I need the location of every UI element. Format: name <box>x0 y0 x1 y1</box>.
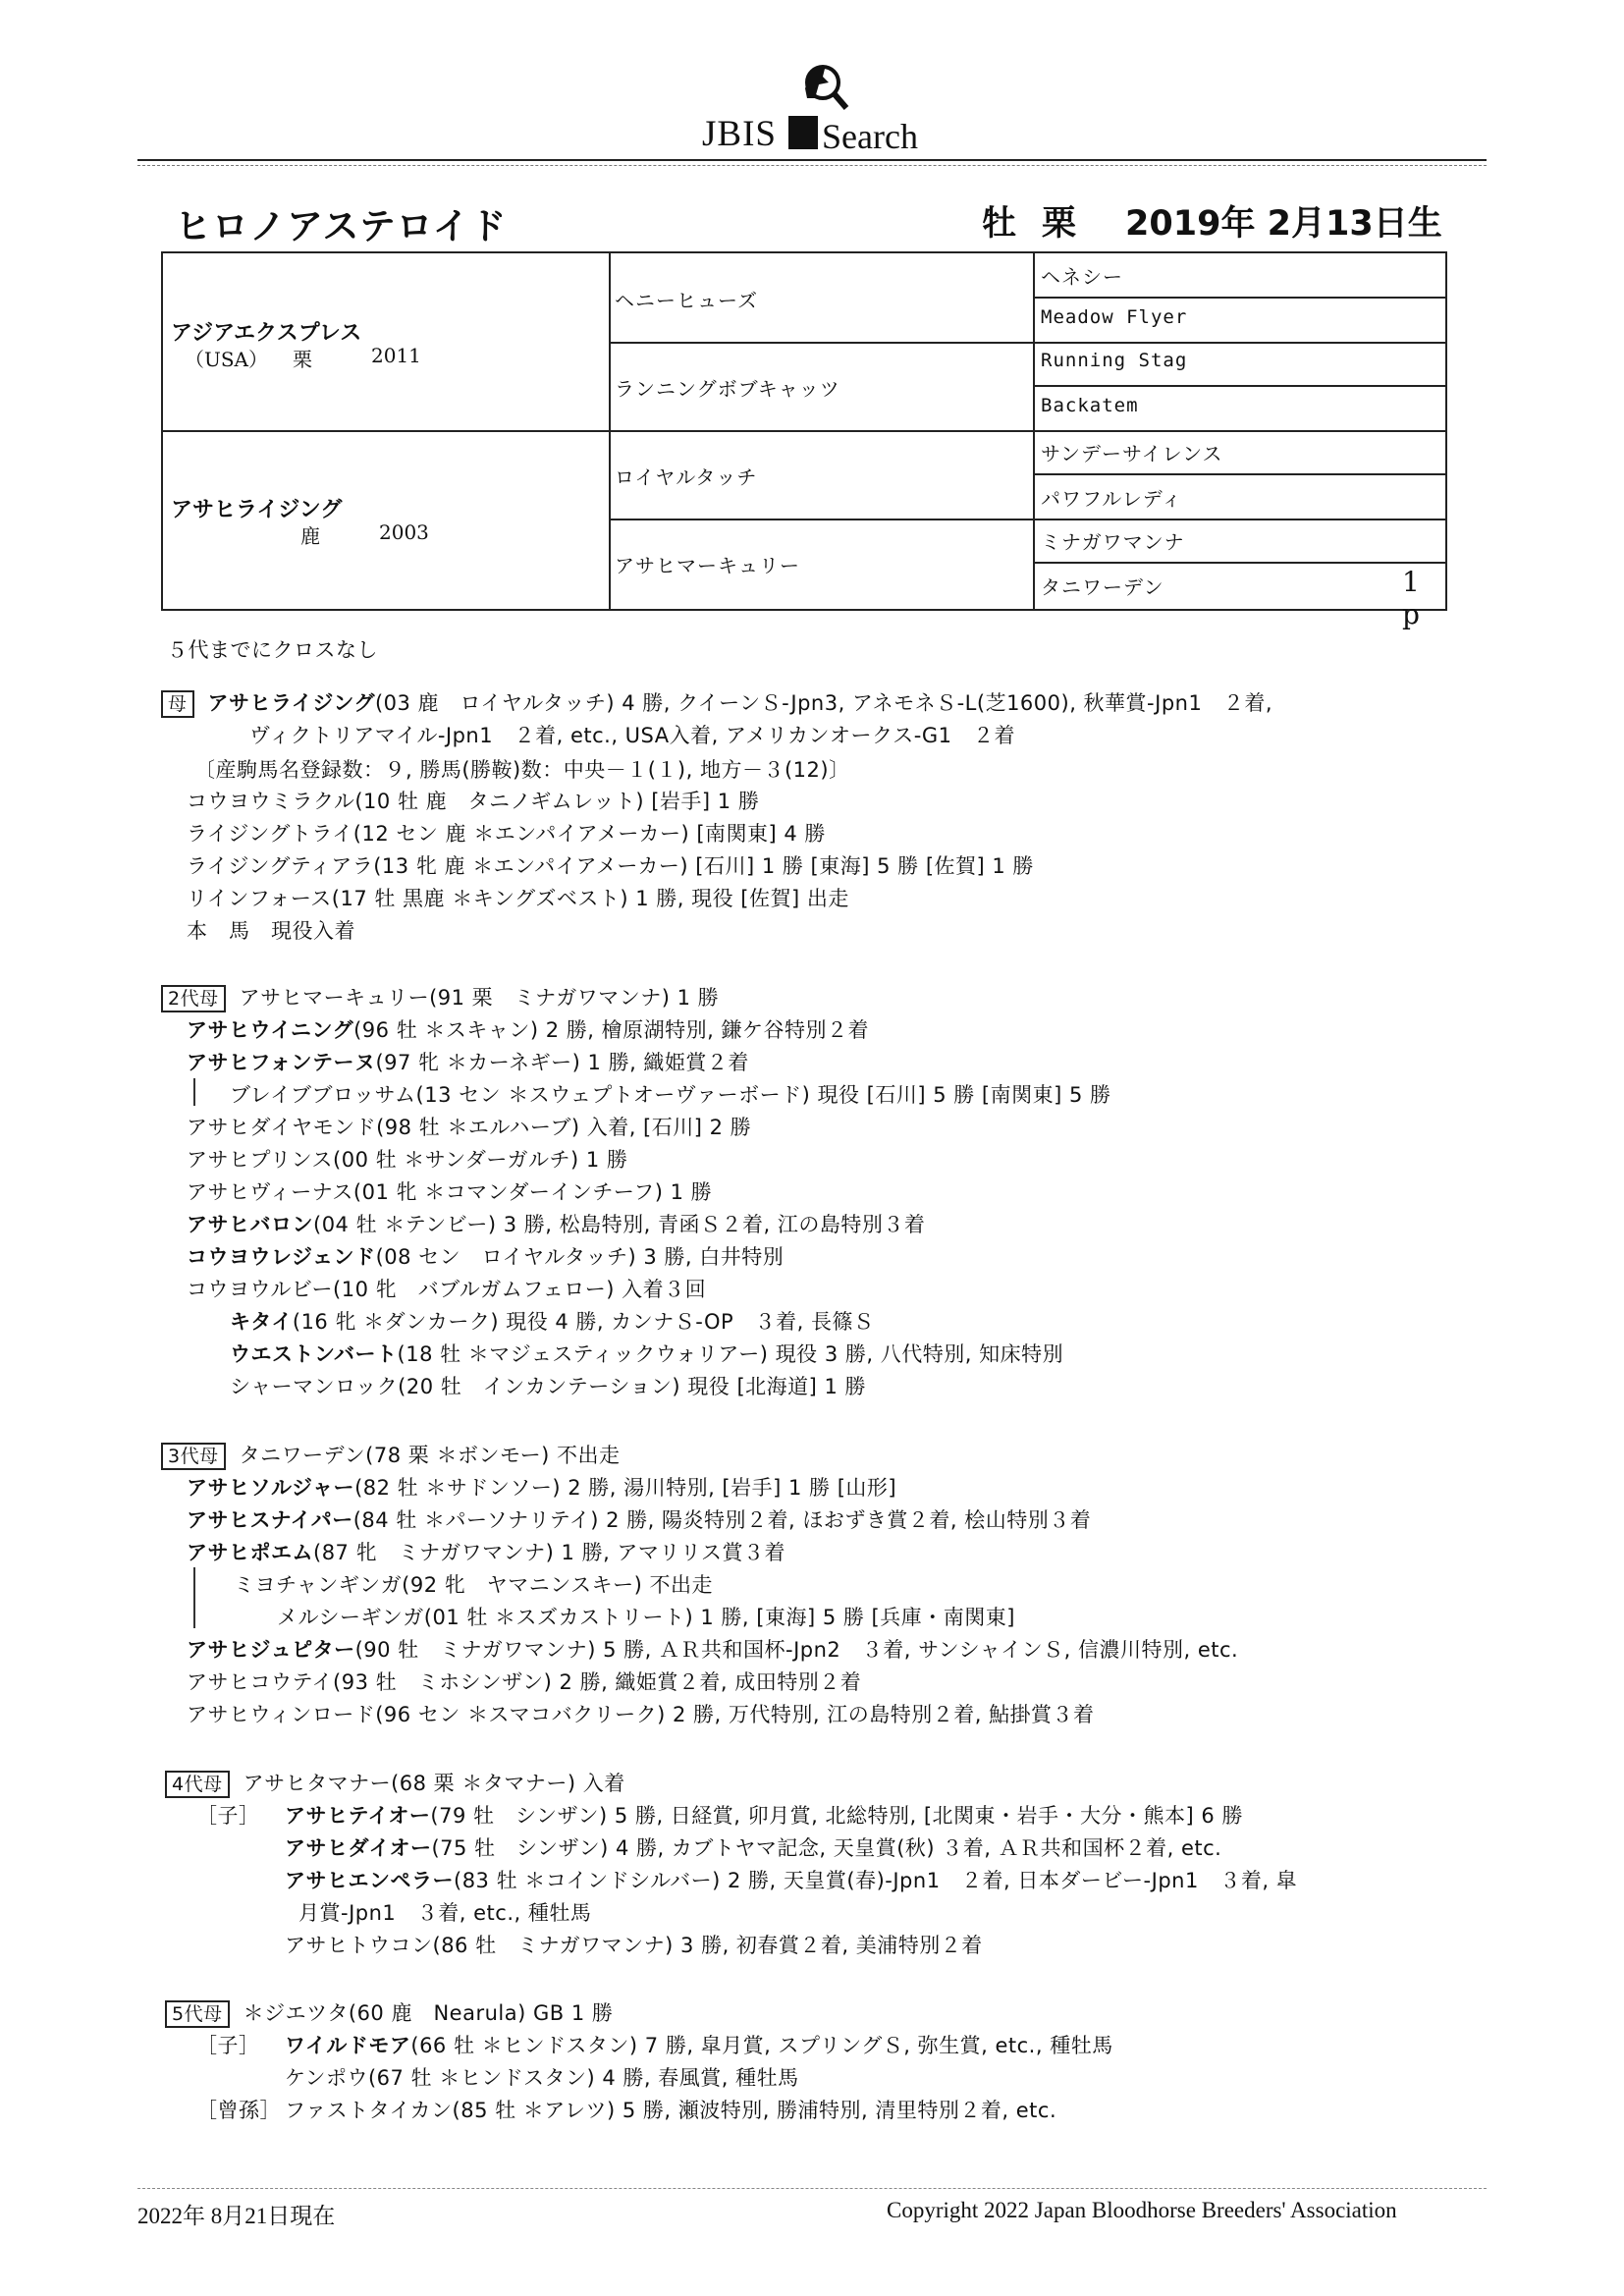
dam4-line: アサヒテイオー(79 牡 シンザン) 5 勝, 日経賞, 卯月賞, 北総特別, [北関東・岩手・大分・熊本] 6 勝 <box>285 1804 1243 1828</box>
dam2-line: ブレイブブロッサム(13 セン ＊スウェプトオーヴァーボード) 現役 [石川] 5 勝 [南関東] 5 勝 <box>230 1083 1111 1107</box>
g3-7: ミナガワマンナ <box>1041 530 1185 554</box>
dam2-line: アサヒダイヤモンド(98 牡 ＊エルハーブ) 入着, [石川] 2 勝 <box>187 1116 752 1139</box>
dam3-line: アサヒウィンロード(96 セン ＊スマコバクリーク) 2 勝, 万代特別, 江の島特別２着, 鮎掛賞３着 <box>187 1703 1095 1726</box>
dam-line-2: ヴィクトリアマイル-Jpn1 ２着, etc., USA入着, アメリカンオークス-G1 ２着 <box>249 724 1016 747</box>
dam2-head <box>161 982 719 1012</box>
logo-text-search: Search <box>822 117 918 156</box>
section-tag-dam4: 4代母 <box>165 1771 230 1798</box>
dam5-head <box>165 1997 613 2028</box>
g3-6: パワフルレディ <box>1041 487 1183 511</box>
dam2-line: アサヒウイニング(96 牡 ＊スキャン) 2 勝, 檜原湖特別, 鎌ケ谷特別２着 <box>187 1018 869 1042</box>
g3-4: Backatem <box>1041 395 1139 416</box>
dam3-line: アサヒスナイパー(84 牡 ＊パーソナリテイ) 2 勝, 陽炎特別２着, ほおずき賞２着, 桧山特別３着 <box>187 1508 1092 1532</box>
horse-color: 栗 <box>1042 204 1077 244</box>
section-tag-dam5: 5代母 <box>165 2000 230 2028</box>
dam3-line: アサヒコウテイ(93 牡 ミホシンザン) 2 勝, 織姫賞２着, 成田特別２着 <box>187 1670 862 1694</box>
dam2-line: コウヨウレジェンド(08 セン ロイヤルタッチ) 3 勝, 白井特別 <box>187 1245 785 1269</box>
dam4-head <box>165 1768 625 1798</box>
logo-block <box>788 116 818 149</box>
horse-name: ヒロノアステロイド <box>175 205 508 247</box>
footer-date: 2022年 8月21日現在 <box>137 2204 336 2228</box>
dam4-line: アサヒエンペラー(83 牡 ＊コインドシルバー) 2 勝, 天皇賞(春)-Jpn1 ２着, 日本ダービー-Jpn1 ３着, 皐 <box>285 1869 1298 1892</box>
dam2-line: シャーマンロック(20 牡 インカンテーション) 現役 [北海道] 1 勝 <box>230 1375 867 1398</box>
dam5-line: ワイルドモア(66 牡 ＊ヒンドスタン) 7 勝, 皐月賞, スプリングＳ, 弥生賞, etc., 種牡馬 <box>285 2034 1113 2057</box>
dam-record: (03 鹿 ロイヤルタッチ) 4 勝, クイーンＳ-Jpn3, アネモネＳ-L(芝1600), 秋華賞-Jpn1 ２着, <box>374 691 1273 715</box>
dam4-line: アサヒトウコン(86 牡 ミナガワマンナ) 3 勝, 初春賞２着, 美浦特別２着 <box>285 1934 983 1957</box>
dam2-line: アサヒヴィーナス(01 牝 ＊コマンダーインチーフ) 1 勝 <box>187 1180 713 1204</box>
dam2-line: コウヨウルビー(10 牝 バブルガムフェロー) 入着３回 <box>187 1278 707 1301</box>
dam-progeny-4: リインフォース(17 牡 黒鹿 ＊キングズベスト) 1 勝, 現役 [佐賀] 出走 <box>187 887 849 910</box>
sire-year: 2011 <box>371 344 421 367</box>
pedigree-table <box>161 251 1447 630</box>
dam2-line: アサヒバロン(04 牡 ＊テンビー) 3 勝, 松島特別, 青函Ｓ２着, 江の島特別３着 <box>187 1213 926 1236</box>
dam5-line: ファストタイカン(85 牡 ＊アレツ) 5 勝, 瀬波特別, 勝浦特別, 清里特別２着, etc. <box>285 2099 1057 2122</box>
dam5-line: ケンポウ(67 牡 ＊ヒンドスタン) 4 勝, 春風賞, 種牡馬 <box>285 2066 799 2090</box>
horse-sex: 牡 <box>982 204 1017 244</box>
lineage-bar <box>193 1078 195 1106</box>
dam-year: 2003 <box>379 520 429 544</box>
dam2-line: ウエストンバート(18 牡 ＊マジェスティックウォリアー) 現役 3 勝, 八代特別, 知床特別 <box>230 1342 1064 1366</box>
footer-rule <box>137 2188 1487 2189</box>
dam2-line: アサヒプリンス(00 牡 ＊サンダーガルチ) 1 勝 <box>187 1148 628 1172</box>
dam2-line: キタイ(16 牝 ＊ダンカーク) 現役 4 勝, カンナＳ-OP ３着, 長篠Ｓ <box>230 1310 875 1334</box>
dam3-line: メルシーギンガ(01 牡 ＊スズカストリート) 1 勝, [東海] 5 勝 [兵庫・南関東] <box>277 1606 1015 1629</box>
dam5-child-tag: ［子］ <box>196 2034 260 2057</box>
section-tag-dam3: 3代母 <box>161 1443 226 1470</box>
logo-text-jbis: JBIS <box>702 114 777 154</box>
dam2-line: アサヒフォンテーヌ(97 牝 ＊カーネギー) 1 勝, 織姫賞２着 <box>187 1051 749 1074</box>
dam4-line: アサヒダイオー(75 牡 シンザン) 4 勝, カブトヤマ記念, 天皇賞(秋) ３着, ＡＲ共和国杯２着, etc. <box>285 1836 1222 1860</box>
horse-info <box>982 196 1468 246</box>
dam-progeny-3: ライジングティアラ(13 牝 鹿 ＊エンパイアメーカー) [石川] 1 勝 [東海] 5 勝 [佐賀] 1 勝 <box>187 854 1034 878</box>
g3-2: Meadow Flyer <box>1041 306 1188 328</box>
horse-magnifier-icon <box>785 59 864 122</box>
dam-name-bold: アサヒライジング <box>207 691 375 715</box>
dam-progeny-summary: 〔産駒馬名登録数：９, 勝馬(勝鞍)数：中央－１(１), 地方－３(12)〕 <box>194 758 850 782</box>
lineage-bar <box>193 1567 195 1628</box>
dam4-child-tag: ［子］ <box>196 1804 260 1828</box>
page-number: 1 p <box>1402 566 1421 630</box>
dam-line-1 <box>161 687 1272 718</box>
g2-dam-sire: ロイヤルタッチ <box>615 465 758 489</box>
dam4-name: アサヒタマナー(68 栗 ＊タマナー) 入着 <box>243 1772 625 1795</box>
g3-3: Running Stag <box>1041 350 1188 371</box>
dam-progeny-5: 本 馬 現役入着 <box>187 919 355 943</box>
g3-1: ヘネシー <box>1041 265 1123 289</box>
dam5-name: ＊ジエツタ(60 鹿 Nearula) GB 1 勝 <box>243 2001 614 2025</box>
horse-birth: 2019年 2月13日生 <box>1125 204 1442 244</box>
cross-note: ５代までにクロスなし <box>167 638 378 662</box>
dam-progeny-1: コウヨウミラクル(10 牡 鹿 タニノギムレット) [岩手] 1 勝 <box>187 790 760 813</box>
g3-5: サンデーサイレンス <box>1041 442 1223 465</box>
g2-dam-dam: アサヒマーキュリー <box>615 554 800 577</box>
sire-origin: （USA） <box>185 348 268 371</box>
section-tag-dam2: 2代母 <box>161 985 226 1012</box>
g2-sire-sire: ヘニーヒューズ <box>615 289 758 312</box>
jbis-search-logo <box>702 59 938 157</box>
dam3-line: アサヒジュピター(90 牡 ミナガワマンナ) 5 勝, ＡＲ共和国杯-Jpn2 ３着, サンシャインＳ, 信濃川特別, etc. <box>187 1638 1239 1662</box>
header-dashed-rule <box>137 165 1487 166</box>
dam2-name: アサヒマーキュリー(91 栗 ミナガワマンナ) 1 勝 <box>239 986 720 1010</box>
dam-progeny-2: ライジングトライ(12 セン 鹿 ＊エンパイアメーカー) [南関東] 4 勝 <box>187 822 826 846</box>
dam-name: アサヒライジング <box>171 498 343 522</box>
dam3-line: ミヨチャンギンガ(92 牝 ヤマニンスキー) 不出走 <box>234 1573 713 1597</box>
g2-sire-dam: ランニングボブキャッツ <box>615 377 840 401</box>
g3-8: タニワーデン <box>1041 575 1164 599</box>
dam3-name: タニワーデン(78 栗 ＊ボンモー) 不出走 <box>239 1444 621 1467</box>
dam-color: 鹿 <box>300 524 320 548</box>
dam4-line: 月賞-Jpn1 ３着, etc., 種牡馬 <box>298 1901 592 1925</box>
dam3-line: アサヒポエム(87 牝 ミナガワマンナ) 1 勝, アマリリス賞３着 <box>187 1541 786 1564</box>
dam3-line: アサヒソルジャー(82 牡 ＊サドンソー) 2 勝, 湯川特別, [岩手] 1 勝 [山形] <box>187 1476 897 1500</box>
section-tag-dam: 母 <box>161 690 194 718</box>
sire-name: アジアエクスプレス <box>171 321 362 346</box>
dam3-head <box>161 1440 620 1470</box>
sire-color: 栗 <box>293 348 312 371</box>
dam5-grandchild-tag: ［曾孫］ <box>196 2099 281 2122</box>
header-rule <box>137 159 1487 161</box>
footer-copyright: Copyright 2022 Japan Bloodhorse Breeders' Association <box>887 2198 1397 2222</box>
